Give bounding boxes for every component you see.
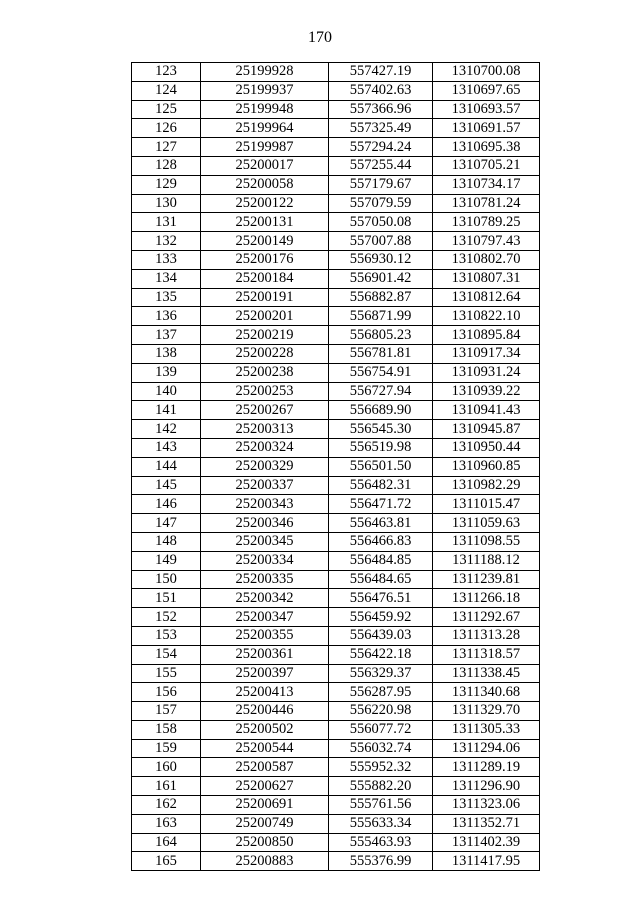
- y-coordinate-cell: 1310812.64: [433, 288, 540, 307]
- table-row: [132, 532, 540, 551]
- x-coordinate-cell: 557402.63: [329, 81, 433, 100]
- point-number-cell: 156: [132, 683, 201, 702]
- table-row: [132, 100, 540, 119]
- point-id-cell: 25200413: [201, 683, 329, 702]
- point-number-cell: 153: [132, 626, 201, 645]
- point-id-cell: 25200342: [201, 589, 329, 608]
- point-id-cell: 25200191: [201, 288, 329, 307]
- point-id-cell: 25200329: [201, 457, 329, 476]
- table-row: [132, 194, 540, 213]
- x-coordinate-cell: 556476.51: [329, 589, 433, 608]
- x-coordinate-cell: 556754.91: [329, 363, 433, 382]
- table-row: [132, 739, 540, 758]
- table-row: [132, 119, 540, 138]
- y-coordinate-cell: 1311292.67: [433, 608, 540, 627]
- x-coordinate-cell: 557050.08: [329, 213, 433, 232]
- table-row: [132, 852, 540, 871]
- point-number-cell: 130: [132, 194, 201, 213]
- table-row: [132, 81, 540, 100]
- point-id-cell: 25200219: [201, 326, 329, 345]
- table-row: [132, 288, 540, 307]
- point-number-cell: 147: [132, 514, 201, 533]
- point-id-cell: 25200149: [201, 232, 329, 251]
- y-coordinate-cell: 1310693.57: [433, 100, 540, 119]
- x-coordinate-cell: 556482.31: [329, 476, 433, 495]
- table-row: [132, 438, 540, 457]
- y-coordinate-cell: 1311313.28: [433, 626, 540, 645]
- y-coordinate-cell: 1310960.85: [433, 457, 540, 476]
- point-id-cell: 25200446: [201, 702, 329, 721]
- point-number-cell: 154: [132, 645, 201, 664]
- point-id-cell: 25200228: [201, 344, 329, 363]
- y-coordinate-cell: 1311340.68: [433, 683, 540, 702]
- x-coordinate-cell: 556329.37: [329, 664, 433, 683]
- point-id-cell: 25200502: [201, 720, 329, 739]
- table-row: [132, 664, 540, 683]
- x-coordinate-cell: 556882.87: [329, 288, 433, 307]
- point-number-cell: 160: [132, 758, 201, 777]
- y-coordinate-cell: 1310939.22: [433, 382, 540, 401]
- point-id-cell: 25200749: [201, 814, 329, 833]
- x-coordinate-cell: 557366.96: [329, 100, 433, 119]
- y-coordinate-cell: 1310700.08: [433, 63, 540, 82]
- point-number-cell: 165: [132, 852, 201, 871]
- point-id-cell: 25200253: [201, 382, 329, 401]
- table-row: [132, 814, 540, 833]
- x-coordinate-cell: 556220.98: [329, 702, 433, 721]
- y-coordinate-cell: 1311323.06: [433, 796, 540, 815]
- x-coordinate-cell: 556471.72: [329, 495, 433, 514]
- table-row: [132, 589, 540, 608]
- table-row: [132, 720, 540, 739]
- point-id-cell: 25200131: [201, 213, 329, 232]
- point-id-cell: 25200313: [201, 420, 329, 439]
- x-coordinate-cell: 555633.34: [329, 814, 433, 833]
- y-coordinate-cell: 1311188.12: [433, 551, 540, 570]
- point-number-cell: 140: [132, 382, 201, 401]
- table-row: [132, 138, 540, 157]
- point-id-cell: 25200361: [201, 645, 329, 664]
- x-coordinate-cell: 556805.23: [329, 326, 433, 345]
- table-row: [132, 626, 540, 645]
- point-id-cell: 25200122: [201, 194, 329, 213]
- point-id-cell: 25200267: [201, 401, 329, 420]
- table-row: [132, 213, 540, 232]
- table-row: [132, 175, 540, 194]
- y-coordinate-cell: 1310734.17: [433, 175, 540, 194]
- x-coordinate-cell: 556459.92: [329, 608, 433, 627]
- x-coordinate-cell: 555761.56: [329, 796, 433, 815]
- x-coordinate-cell: 556032.74: [329, 739, 433, 758]
- point-number-cell: 145: [132, 476, 201, 495]
- table-row: [132, 457, 540, 476]
- point-id-cell: 25200355: [201, 626, 329, 645]
- x-coordinate-cell: 556689.90: [329, 401, 433, 420]
- coordinates-table: [131, 62, 540, 871]
- y-coordinate-cell: 1310807.31: [433, 269, 540, 288]
- point-id-cell: 25200883: [201, 852, 329, 871]
- point-id-cell: 25200587: [201, 758, 329, 777]
- y-coordinate-cell: 1311015.47: [433, 495, 540, 514]
- table-row: [132, 63, 540, 82]
- y-coordinate-cell: 1311296.90: [433, 777, 540, 796]
- y-coordinate-cell: 1310941.43: [433, 401, 540, 420]
- point-number-cell: 143: [132, 438, 201, 457]
- y-coordinate-cell: 1310695.38: [433, 138, 540, 157]
- table-row: [132, 514, 540, 533]
- point-number-cell: 139: [132, 363, 201, 382]
- point-number-cell: 158: [132, 720, 201, 739]
- point-number-cell: 124: [132, 81, 201, 100]
- x-coordinate-cell: 555882.20: [329, 777, 433, 796]
- x-coordinate-cell: 556463.81: [329, 514, 433, 533]
- y-coordinate-cell: 1311266.18: [433, 589, 540, 608]
- table-row: [132, 645, 540, 664]
- y-coordinate-cell: 1310895.84: [433, 326, 540, 345]
- point-number-cell: 142: [132, 420, 201, 439]
- point-id-cell: 25200544: [201, 739, 329, 758]
- y-coordinate-cell: 1311402.39: [433, 833, 540, 852]
- point-number-cell: 137: [132, 326, 201, 345]
- y-coordinate-cell: 1310797.43: [433, 232, 540, 251]
- table-row: [132, 570, 540, 589]
- y-coordinate-cell: 1310789.25: [433, 213, 540, 232]
- point-id-cell: 25200346: [201, 514, 329, 533]
- y-coordinate-cell: 1310691.57: [433, 119, 540, 138]
- point-number-cell: 131: [132, 213, 201, 232]
- x-coordinate-cell: 557007.88: [329, 232, 433, 251]
- point-number-cell: 159: [132, 739, 201, 758]
- y-coordinate-cell: 1311294.06: [433, 739, 540, 758]
- point-id-cell: 25200691: [201, 796, 329, 815]
- table-row: [132, 777, 540, 796]
- point-number-cell: 162: [132, 796, 201, 815]
- table-row: [132, 796, 540, 815]
- table-row: [132, 269, 540, 288]
- table-row: [132, 326, 540, 345]
- point-number-cell: 144: [132, 457, 201, 476]
- point-id-cell: 25199928: [201, 63, 329, 82]
- point-id-cell: 25200334: [201, 551, 329, 570]
- x-coordinate-cell: 556466.83: [329, 532, 433, 551]
- point-id-cell: 25200343: [201, 495, 329, 514]
- point-id-cell: 25200184: [201, 269, 329, 288]
- y-coordinate-cell: 1311239.81: [433, 570, 540, 589]
- x-coordinate-cell: 556501.50: [329, 457, 433, 476]
- x-coordinate-cell: 556287.95: [329, 683, 433, 702]
- point-id-cell: 25200176: [201, 250, 329, 269]
- point-id-cell: 25200627: [201, 777, 329, 796]
- table-row: [132, 608, 540, 627]
- point-id-cell: 25200238: [201, 363, 329, 382]
- point-number-cell: 136: [132, 307, 201, 326]
- point-number-cell: 157: [132, 702, 201, 721]
- y-coordinate-cell: 1311098.55: [433, 532, 540, 551]
- table-row: [132, 382, 540, 401]
- point-id-cell: 25199937: [201, 81, 329, 100]
- point-id-cell: 25200397: [201, 664, 329, 683]
- table-row: [132, 232, 540, 251]
- point-number-cell: 134: [132, 269, 201, 288]
- point-id-cell: 25200058: [201, 175, 329, 194]
- x-coordinate-cell: 556781.81: [329, 344, 433, 363]
- x-coordinate-cell: 556439.03: [329, 626, 433, 645]
- point-number-cell: 141: [132, 401, 201, 420]
- point-number-cell: 151: [132, 589, 201, 608]
- table-row: [132, 833, 540, 852]
- x-coordinate-cell: 557325.49: [329, 119, 433, 138]
- point-id-cell: 25200345: [201, 532, 329, 551]
- point-number-cell: 125: [132, 100, 201, 119]
- x-coordinate-cell: 557294.24: [329, 138, 433, 157]
- x-coordinate-cell: 556871.99: [329, 307, 433, 326]
- point-number-cell: 132: [132, 232, 201, 251]
- point-number-cell: 152: [132, 608, 201, 627]
- y-coordinate-cell: 1311059.63: [433, 514, 540, 533]
- x-coordinate-cell: 556077.72: [329, 720, 433, 739]
- x-coordinate-cell: 556727.94: [329, 382, 433, 401]
- table-row: [132, 476, 540, 495]
- point-id-cell: 25200324: [201, 438, 329, 457]
- y-coordinate-cell: 1310705.21: [433, 156, 540, 175]
- x-coordinate-cell: 555463.93: [329, 833, 433, 852]
- x-coordinate-cell: 556519.98: [329, 438, 433, 457]
- table-body: [132, 63, 540, 871]
- x-coordinate-cell: 557427.19: [329, 63, 433, 82]
- table-row: [132, 307, 540, 326]
- y-coordinate-cell: 1311338.45: [433, 664, 540, 683]
- point-number-cell: 161: [132, 777, 201, 796]
- y-coordinate-cell: 1310781.24: [433, 194, 540, 213]
- y-coordinate-cell: 1310982.29: [433, 476, 540, 495]
- point-number-cell: 164: [132, 833, 201, 852]
- point-number-cell: 133: [132, 250, 201, 269]
- table-row: [132, 702, 540, 721]
- y-coordinate-cell: 1310697.65: [433, 81, 540, 100]
- y-coordinate-cell: 1311289.19: [433, 758, 540, 777]
- y-coordinate-cell: 1310917.34: [433, 344, 540, 363]
- point-number-cell: 146: [132, 495, 201, 514]
- x-coordinate-cell: 556901.42: [329, 269, 433, 288]
- table-row: [132, 363, 540, 382]
- table-row: [132, 551, 540, 570]
- x-coordinate-cell: 555376.99: [329, 852, 433, 871]
- y-coordinate-cell: 1311417.95: [433, 852, 540, 871]
- x-coordinate-cell: 556422.18: [329, 645, 433, 664]
- point-number-cell: 149: [132, 551, 201, 570]
- y-coordinate-cell: 1310802.70: [433, 250, 540, 269]
- point-number-cell: 148: [132, 532, 201, 551]
- y-coordinate-cell: 1310931.24: [433, 363, 540, 382]
- point-number-cell: 163: [132, 814, 201, 833]
- table-row: [132, 420, 540, 439]
- x-coordinate-cell: 557079.59: [329, 194, 433, 213]
- table-row: [132, 495, 540, 514]
- x-coordinate-cell: 556545.30: [329, 420, 433, 439]
- point-id-cell: 25199964: [201, 119, 329, 138]
- point-number-cell: 127: [132, 138, 201, 157]
- point-number-cell: 135: [132, 288, 201, 307]
- point-id-cell: 25200347: [201, 608, 329, 627]
- table-row: [132, 250, 540, 269]
- point-number-cell: 150: [132, 570, 201, 589]
- x-coordinate-cell: 556484.85: [329, 551, 433, 570]
- table-row: [132, 758, 540, 777]
- x-coordinate-cell: 556484.65: [329, 570, 433, 589]
- point-number-cell: 129: [132, 175, 201, 194]
- y-coordinate-cell: 1311352.71: [433, 814, 540, 833]
- y-coordinate-cell: 1311318.57: [433, 645, 540, 664]
- point-number-cell: 138: [132, 344, 201, 363]
- x-coordinate-cell: 557179.67: [329, 175, 433, 194]
- point-id-cell: 25200017: [201, 156, 329, 175]
- y-coordinate-cell: 1310950.44: [433, 438, 540, 457]
- y-coordinate-cell: 1311305.33: [433, 720, 540, 739]
- y-coordinate-cell: 1311329.70: [433, 702, 540, 721]
- table-row: [132, 683, 540, 702]
- point-number-cell: 155: [132, 664, 201, 683]
- table-row: [132, 156, 540, 175]
- point-id-cell: 25200201: [201, 307, 329, 326]
- point-id-cell: 25199948: [201, 100, 329, 119]
- point-id-cell: 25199987: [201, 138, 329, 157]
- x-coordinate-cell: 556930.12: [329, 250, 433, 269]
- point-number-cell: 126: [132, 119, 201, 138]
- x-coordinate-cell: 555952.32: [329, 758, 433, 777]
- table-row: [132, 401, 540, 420]
- point-id-cell: 25200335: [201, 570, 329, 589]
- point-id-cell: 25200850: [201, 833, 329, 852]
- point-number-cell: 123: [132, 63, 201, 82]
- page-number: 170: [308, 29, 332, 46]
- y-coordinate-cell: 1310822.10: [433, 307, 540, 326]
- x-coordinate-cell: 557255.44: [329, 156, 433, 175]
- point-number-cell: 128: [132, 156, 201, 175]
- table-row: [132, 344, 540, 363]
- point-id-cell: 25200337: [201, 476, 329, 495]
- y-coordinate-cell: 1310945.87: [433, 420, 540, 439]
